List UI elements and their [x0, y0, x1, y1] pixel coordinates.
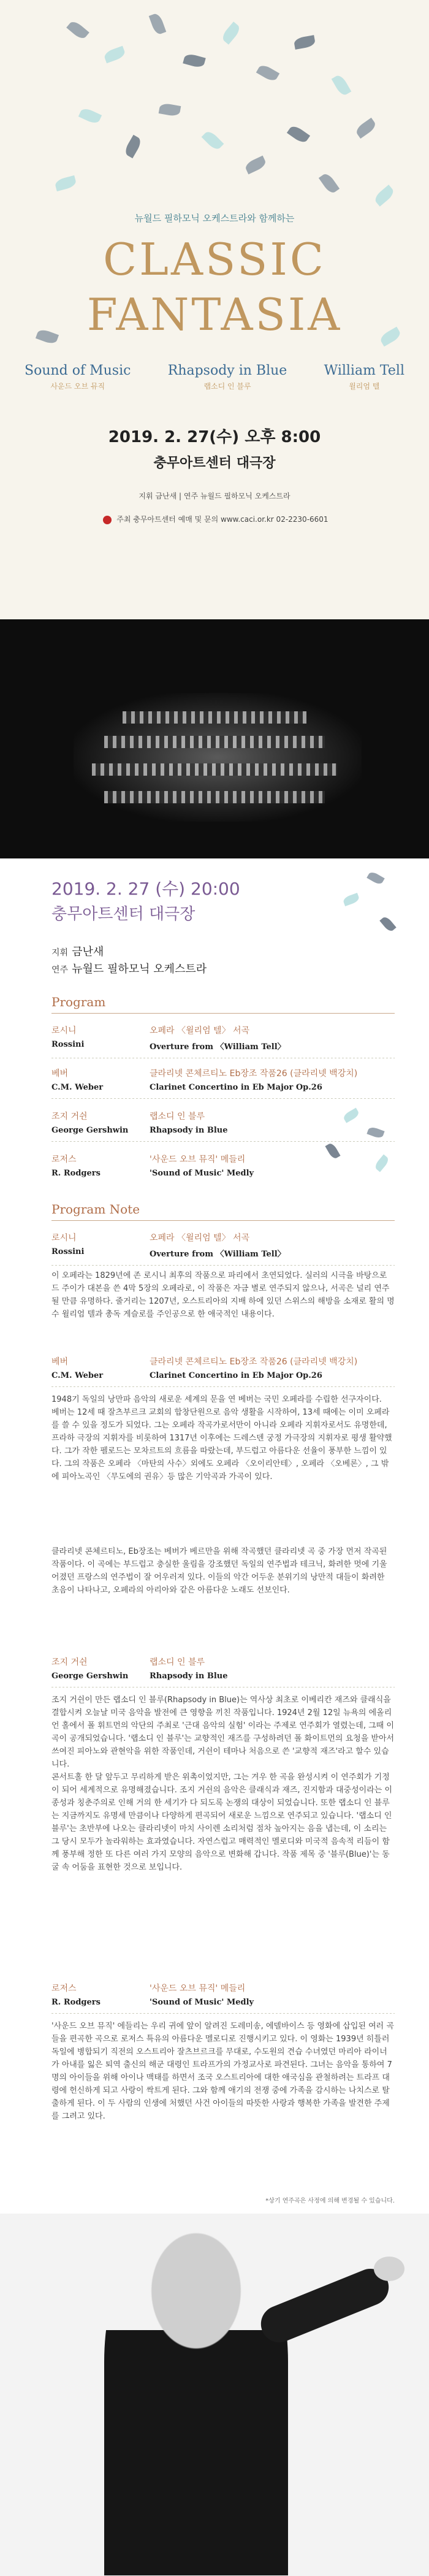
info-venue: 충무아트센터 대극장: [51, 905, 196, 923]
title-ko: 클라리넷 콘체르티노 Eb장조 작품26 (클라리넷 백강치): [150, 1357, 358, 1367]
work-title-ko: 랩소디 인 블루: [203, 382, 251, 391]
composer-en: C.M. Weber: [51, 1371, 104, 1380]
musician-row: [92, 763, 337, 776]
work-title-ko: 윌리엄 텔: [349, 382, 380, 391]
composer-en: Rossini: [51, 1040, 85, 1049]
title-en: Rhapsody in Blue: [150, 1126, 228, 1135]
title-ko: 클라리넷 콘체르티노 Eb장조 작품26 (클라리넷 백강치): [150, 1069, 358, 1079]
footnote: *상기 연주곡은 사정에 의해 변경될 수 있습니다.: [265, 2198, 395, 2204]
title-en: Rhapsody in Blue: [150, 1672, 228, 1681]
musician-row: [123, 711, 306, 724]
divider: [51, 1141, 395, 1142]
leaf-icon: [78, 107, 102, 126]
leaf-icon: [244, 156, 267, 175]
note-header: [51, 1231, 395, 1266]
composer-ko: 로저스: [51, 1984, 77, 1993]
composer-en: Rossini: [51, 1247, 85, 1256]
title-ko: '사운드 오브 뮤직' 메들리: [150, 1155, 246, 1164]
poster-title: [0, 232, 429, 342]
leaf-icon: [342, 893, 360, 906]
performer-key: 연주: [51, 965, 69, 975]
performer-line: [51, 960, 207, 976]
note-text: 클라리넷 콘체르티노, Eb장조는 베버가 베르만을 위해 작곡했던 클라리넷 곡 중 가장 먼저 작곡된 작품이다. 이 곡에는 부드럽고 충실한 울림을 강조했던 독일의 연주법과 테크닉, 화려한 멋에 기울어졌던 프랑스의 연주법이 잘 어우러져 있다. 이들의 악간 어두운 분위기의 낭만적 대들이 화려한 초음이 나타나고, 오페라의 아리아와 같은 아름다운 노래도 선보인다.: [51, 1547, 387, 1595]
title-en: Overture from 〈William Tell〉: [150, 1042, 286, 1052]
composer-en: R. Rodgers: [51, 1169, 101, 1178]
composer-ko: 로시니: [51, 1233, 77, 1243]
note-header: [51, 1355, 395, 1387]
info-date: 2019. 2. 27 (수) 20:00: [51, 879, 240, 899]
title-ko: 오페라 〈윌리엄 텔〉 서곡: [150, 1026, 250, 1036]
poster-tagline: 뉴월드 필하모닉 오케스트라와 함께하는: [134, 213, 295, 224]
leaf-icon: [103, 46, 126, 64]
poster-date: 2019. 2. 27(수) 오후 8:00: [108, 428, 321, 446]
leaf-icon: [379, 915, 396, 933]
poster-host: [0, 514, 429, 524]
logo-icon: [103, 516, 112, 524]
work-title-ko: 사운드 오브 뮤직: [50, 382, 105, 391]
program-note-heading: Program Note: [51, 1202, 140, 1217]
leaf-icon: [294, 35, 316, 50]
note-text: '사운드 오브 뮤직' 에들리는 우리 귀에 앞이 알려진 도레미송, 에델바이스 등 영화에 삽입된 여러 곡들을 편곡한 곡으로 로저스 특유의 아름다운 멜로디로 진행시키고 있다. 이 영화는 1939년 히틀러 독일에 병합되기 직전의 오스트리아 잘츠브르크를 무대로, 수도원의 견습 수녀였던 마리아 라이너가 아내를 잃은 퇴역 출신의 해군 대령인 트라프가의 가정교사로 파견된다. 그녀는 음악을 통하여 7명의 아이들을 위해 아이나 맥태를 하면서 조국 오스트리아에 대한 애국심을 관철하려는 트라프 대령에 헌신하게 되고 사랑이 싹트게 된다. 그와 함께 애기의 전쟁 중에 가족을 감시하는 나치스로 탈출하게 된다. 이 두 사람의 인생에 처했던 사건 아이들의 따뜻한 사랑과 행복한 가족을 발견한 주제를 그려고 있다.: [51, 2022, 394, 2121]
conductor-arm: [256, 2263, 394, 2348]
work-item: [168, 363, 287, 391]
leaf-icon: [66, 19, 89, 41]
composer-ko: 로시니: [51, 1026, 77, 1036]
title-ko: 랩소디 인 블루: [150, 1112, 205, 1122]
composer-ko: 로저스: [51, 1155, 77, 1164]
divider: [51, 1386, 395, 1387]
conductor-name: 금난새: [72, 946, 104, 958]
title-en: 'Sound of Music' Medly: [150, 1169, 254, 1178]
poster-host-text: 주최 충무아트센터 예매 및 문의 www.caci.or.kr 02-2230-6601: [116, 515, 328, 524]
note-text: 1948기 독일의 낭만파 음악의 새로운 세계의 문을 연 베버는 국민 오페라를 수립한 선구자이다. 베버는 12세 때 잘츠부르크 교회의 합창단원으로 음악 생활을 시작하여, 13세 때에는 이미 오페라를 쓸 수 있을 정도가 되었다. 그는 오페라 작곡가로서만이 아니라 오페라 지휘자로서도 유명한데, 프라하 극장의 지휘자를 비롯하여 1317년 이후에는 드레스덴 궁정 가극장의 지휘자로 평생 활약했다. 그가 작한 펠로드는 모차르트의 흐름을 따랐는데, 부드럽고 아름다운 선율이 풍부한 느낌이 있다. 그의 작품은 오페라 〈마탄의 사수〉외에도 오페라 〈오이리안테〉, 오페라 〈오베론〉, 그 밖에 피아노곡인 〈무도에의 권유〉등 많은 기악곡과 가곡이 있다.: [51, 1395, 392, 1481]
program-item: [51, 1110, 395, 1142]
performer-name: 뉴월드 필하모닉 오케스트라: [72, 963, 207, 976]
work-item: [25, 363, 131, 391]
leaf-icon: [149, 12, 167, 36]
musician-row: [104, 791, 325, 803]
work-title-en: William Tell: [324, 363, 404, 378]
poster-title-line1: CLASSIC: [103, 234, 326, 285]
conductor-line: [51, 943, 104, 959]
title-ko: 랩소디 인 블루: [150, 1657, 205, 1667]
program-note-rule: [51, 1220, 395, 1221]
leaf-icon: [202, 129, 224, 152]
orchestra-photo: [0, 619, 429, 858]
leaf-icon: [354, 118, 378, 139]
work-title-en: Sound of Music: [25, 363, 131, 378]
title-en: 'Sound of Music' Medly: [150, 1998, 254, 2007]
note-header: [51, 1982, 395, 2014]
leaf-icon: [54, 175, 77, 191]
work-title-en: Rhapsody in Blue: [167, 363, 287, 378]
divider: [51, 1098, 395, 1099]
work-item: [324, 363, 404, 391]
musician-row: [104, 736, 325, 748]
program-item: [51, 1153, 395, 1178]
title-en: Overture from 〈William Tell〉: [150, 1250, 286, 1259]
title-en: Clarinet Concertino in Eb Major Op.26: [150, 1083, 322, 1092]
program-heading: Program: [51, 995, 106, 1009]
leaf-icon: [319, 172, 340, 195]
program-rule: [51, 1013, 395, 1014]
note-header: [51, 1656, 395, 1687]
composer-en: George Gershwin: [51, 1672, 129, 1681]
program-item: [51, 1024, 395, 1058]
composer-ko: 조지 거쉰: [51, 1112, 88, 1122]
poster-title-line2: FANTASIA: [86, 289, 343, 340]
leaf-icon: [183, 53, 206, 69]
composer-ko: 베버: [51, 1357, 69, 1367]
composer-ko: 조지 거쉰: [51, 1657, 88, 1667]
conductor-hand: [374, 2257, 404, 2281]
composer-en: R. Rodgers: [51, 1998, 101, 2007]
leaf-icon: [373, 185, 396, 207]
leaf-icon: [123, 135, 143, 158]
leaf-icon: [256, 63, 279, 83]
leaf-icon: [159, 102, 181, 117]
divider: [51, 2013, 395, 2014]
composer-en: C.M. Weber: [51, 1083, 104, 1092]
note-text: 이 오페라는 1829년에 존 로시니 최후의 작품으로 파리에서 초연되었다. 실러의 시극을 바탕으로 드 주이가 대본을 쓴 4막 5장의 오페라로, 이 작품은 자금 별로 연주되지 않으나, 서곡은 널리 연주될 만큼 유명하다. 줄거리는 1207년, 오스트리아의 지배 하에 있던 스위스의 해방을 소재로 활의 명수 윌리엄 텔과 총독 게슬로를 주인공으로 한 애국적인 내용이다.: [51, 1271, 395, 1319]
title-ko: 오페라 〈윌리엄 텔〉 서곡: [150, 1233, 250, 1243]
poster-works: [25, 363, 404, 391]
leaf-icon: [332, 74, 352, 97]
conductor-key: 지휘: [51, 948, 69, 958]
program-item: [51, 1067, 395, 1099]
composer-en: George Gershwin: [51, 1126, 129, 1135]
leaf-icon: [287, 124, 310, 145]
leaf-icon: [366, 870, 385, 885]
composer-ko: 베버: [51, 1069, 69, 1079]
conductor-figure: [104, 2220, 288, 2575]
divider: [51, 1265, 395, 1266]
note-text: 조지 거쉰이 만든 랩소디 인 블루(Rhapsody in Blue)는 역사상 최초로 이베리칸 재즈와 클래식을 결합시켜 오늘날 미국 음악을 발전에 큰 영향을 끼친 작품입니다. 1924년 2월 12일 뉴욕의 에올리언 홀에서 폴 휘트먼의 악단의 주최로 '근대 음악의 실험' 이라는 주제로 연주회가 열렸는데, 그때 이 곡이 공개되었습니다. '랩소디 인 블루'는 교향적인 재즈를 구성하려던 폴 화이트먼의 요청을 받아서 쓰여진 피아노와 관현악을 위한 작품인데, 거쉰이 테마나 처음으로 쓴 '교향적 재즈'라고 할수 있습니다. 콘서트홀 한 달 앞두고 무리하게 받은 위촉이었지만, 그는 겨우 한 곡을 완성시켜 이 연주회가 기정이 되어 세계적으로 유명해졌습니다. 조지 거쉰의 음악은 클래식과 재즈, 진지함과 대중성이라는 이종성과 칭춘주의로 인해 거의 한 세기가 다 되도록 논쟁의 대상이 되었습니다. 또한 랩소디 인 블루 는 지금까지도 유명세 만큼이나 다양하게 편곡되어 새로운 느낌으로 연주되고 있습니다. '랩소디 인 블루'는 초반부에 나오는 클라리넷이 마치 사이렌 소리처럼 점차 높아지는 음을 냅는데, 이 소리는 그 당시 모두가 놀라워하는 효과였습니다. 자연스럽고 매력적인 멜로디와 미국적 음속적 리듬이 함께 풍부해 정한 또 다른 여러 가지 모양의 음악으로 변화해 갑니다. 작품 제목 중 '블루(Blue)'는 동굴 속 어둠을 표현한 것으로 보입니다.: [51, 1695, 395, 1872]
title-ko: '사운드 오브 뮤직' 메들리: [150, 1984, 246, 1993]
poster-venue: 충무아트센터 대극장: [153, 456, 276, 471]
poster: [0, 0, 429, 619]
leaf-icon: [220, 21, 242, 45]
poster-credit: 지휘 금난새 | 연주 뉴월드 필하모닉 오케스트라: [139, 492, 290, 500]
conductor-photo: [0, 2214, 429, 2576]
title-en: Clarinet Concertino in Eb Major Op.26: [150, 1371, 322, 1380]
